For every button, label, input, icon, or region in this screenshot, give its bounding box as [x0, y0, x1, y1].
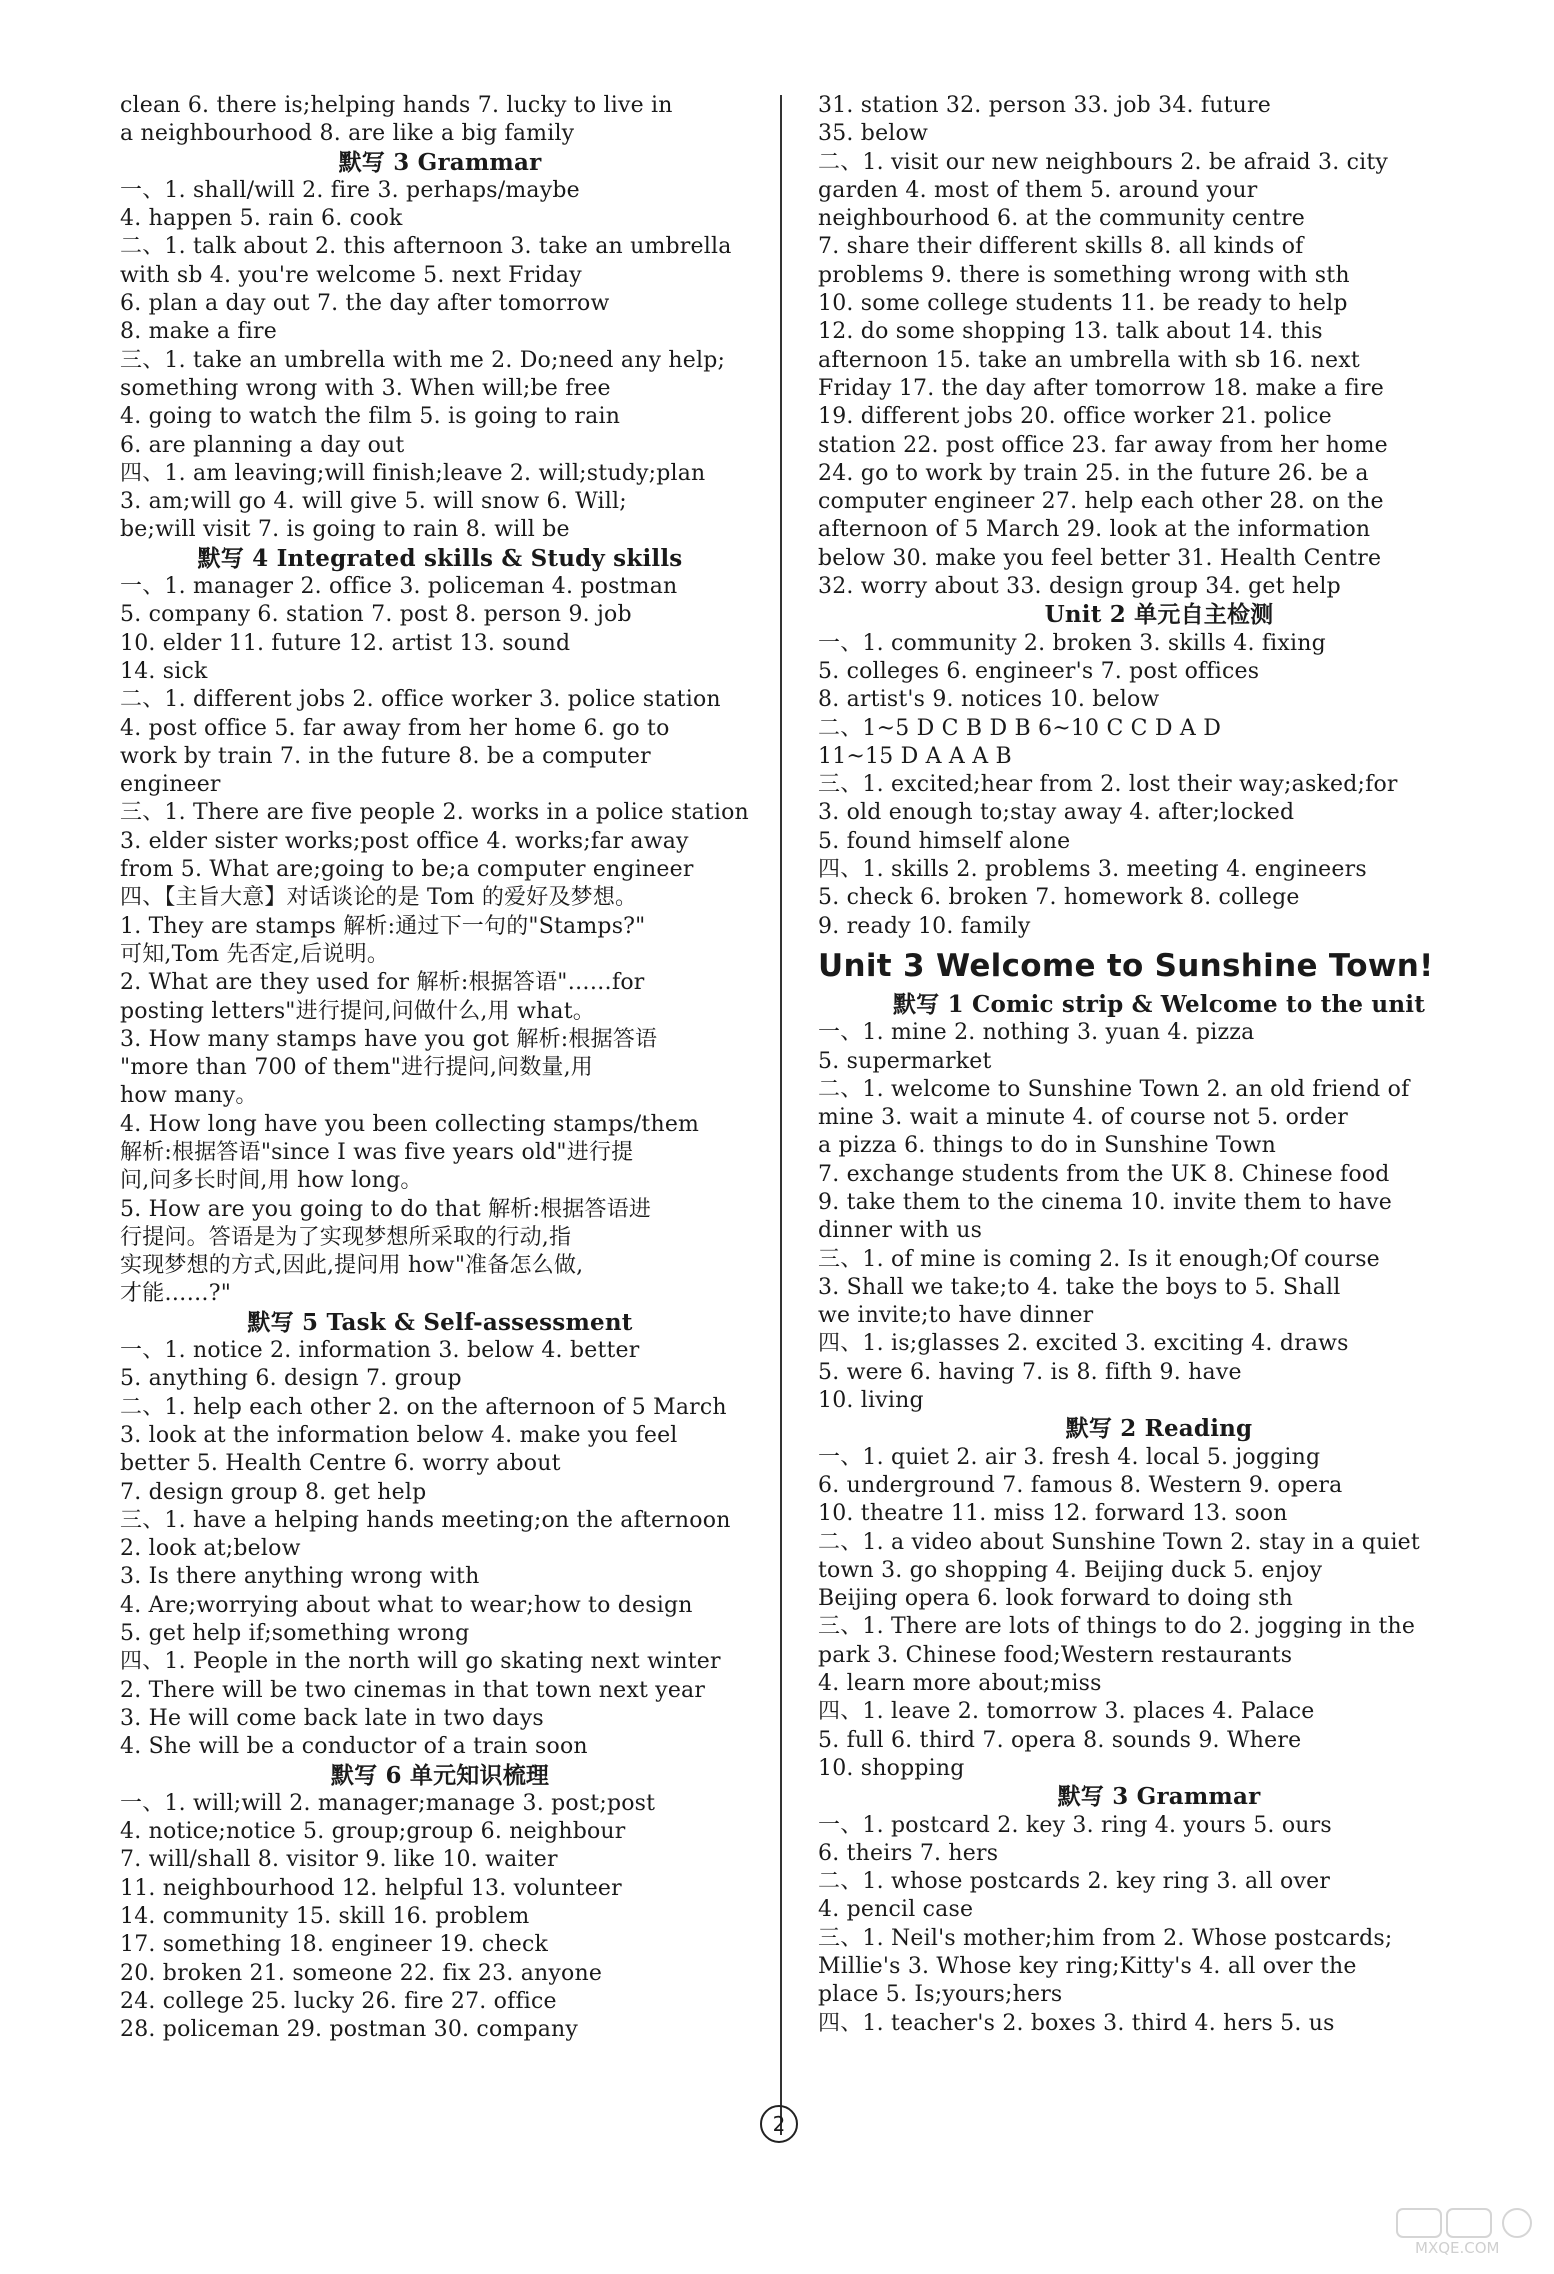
- answer-line: better 5. Health Centre 6. worry about: [120, 1451, 561, 1477]
- answer-line: 四、1. is;glasses 2. excited 3. exciting 4. draws: [818, 1331, 1349, 1357]
- answer-line: 二、1. whose postcards 2. key ring 3. all over: [818, 1869, 1331, 1895]
- answer-line: park 3. Chinese food;Western restaurants: [818, 1642, 1293, 1668]
- answer-line: 二、1. welcome to Sunshine Town 2. an old friend of: [818, 1076, 1410, 1102]
- answer-line: town 3. go shopping 4. Beijing duck 5. enjoy: [818, 1557, 1323, 1583]
- answer-line: 5. colleges 6. engineer's 7. post offices: [818, 658, 1260, 684]
- answer-line: Friday 17. the day after tomorrow 18. make a fire: [818, 375, 1384, 401]
- answer-line: 三、1. Neil's mother;him from 2. Whose postcards;: [818, 1925, 1393, 1951]
- answer-line: 4. happen 5. rain 6. cook: [120, 206, 403, 232]
- answer-line: 三、1. There are five people 2. works in a police station: [120, 800, 749, 826]
- answer-line: 14. sick: [120, 658, 208, 684]
- answer-line: 二、1. visit our new neighbours 2. be afraid 3. city: [818, 149, 1389, 175]
- answer-line: 10. shopping: [818, 1755, 965, 1781]
- answer-line: 二、1. help each other 2. on the afternoon of 5 March: [120, 1394, 727, 1420]
- answer-line: 10. some college students 11. be ready to help: [818, 291, 1348, 317]
- answer-line: 三、1. have a helping hands meeting;on the afternoon: [120, 1507, 731, 1533]
- unit-title: Unit 3 Welcome to Sunshine Town!: [818, 947, 1434, 984]
- section-heading: 默写 6 单元知识梳理: [330, 1761, 550, 1789]
- answer-line: mine 3. wait a minute 4. of course not 5. order: [818, 1105, 1349, 1131]
- answer-line: 解析:根据答语"since I was five years old"进行提: [120, 1139, 634, 1165]
- answer-line: garden 4. most of them 5. around your: [818, 177, 1258, 203]
- answer-line: 4. learn more about;miss: [818, 1671, 1102, 1697]
- answer-line: 四、1. leave 2. tomorrow 3. places 4. Palace: [818, 1699, 1315, 1725]
- answer-line: 三、1. There are lots of things to do 2. jogging in the: [818, 1614, 1416, 1640]
- answer-line: 一、1. shall/will 2. fire 3. perhaps/maybe: [120, 177, 580, 203]
- answer-line: 三、1. excited;hear from 2. lost their way;asked;for: [818, 772, 1398, 798]
- answer-line: clean 6. there is;helping hands 7. lucky to live in: [120, 93, 673, 118]
- answer-line: 4. notice;notice 5. group;group 6. neighbour: [120, 1819, 626, 1845]
- answer-line: 四、1. teacher's 2. boxes 3. third 4. hers 5. us: [818, 2010, 1335, 2036]
- answer-line: 6. underground 7. famous 8. Western 9. opera: [818, 1472, 1343, 1498]
- answer-line: 20. broken 21. someone 22. fix 23. anyone: [120, 1960, 603, 1986]
- answer-line: "more than 700 of them"进行提问,问数量,用: [120, 1055, 594, 1081]
- answer-line: 11~15 D A A A B: [818, 743, 1012, 769]
- answer-line: 9. ready 10. family: [818, 913, 1031, 939]
- answer-line: 8. make a fire: [120, 319, 277, 345]
- answer-line: 一、1. community 2. broken 3. skills 4. fixing: [818, 630, 1326, 656]
- answer-line: 5. How are you going to do that 解析:根据答语进: [120, 1196, 652, 1222]
- answer-line: 二、1. a video about Sunshine Town 2. stay in a quiet: [818, 1529, 1420, 1555]
- answer-line: 行提问。答语是为了实现梦想所采取的行动,指: [120, 1224, 572, 1250]
- answer-line: 7. will/shall 8. visitor 9. like 10. waiter: [120, 1847, 558, 1873]
- answer-line: below 30. make you feel better 31. Health Centre: [818, 545, 1382, 571]
- answer-line: 问,问多长时间,用 how long。: [120, 1168, 423, 1194]
- answer-line: 四、1. skills 2. problems 3. meeting 4. engineers: [818, 857, 1367, 883]
- answer-line: 6. theirs 7. hers: [818, 1840, 999, 1866]
- answer-line: Beijing opera 6. look forward to doing sth: [818, 1586, 1293, 1612]
- right-column: [818, 92, 1500, 2038]
- answer-line: problems 9. there is something wrong with sth: [818, 262, 1350, 288]
- answer-line: 可知,Tom 先否定,后说明。: [120, 941, 390, 967]
- answer-line: 11. neighbourhood 12. helpful 13. volunteer: [120, 1875, 622, 1901]
- answer-line: 3. Shall we take;to 4. take the boys to 5. Shall: [818, 1274, 1341, 1300]
- answer-line: 一、1. notice 2. information 3. below 4. better: [120, 1338, 640, 1364]
- answer-line: 才能……?": [120, 1281, 232, 1307]
- answer-line: 一、1. mine 2. nothing 3. yuan 4. pizza: [818, 1020, 1255, 1046]
- answer-line: 7. share their different skills 8. all kinds of: [818, 234, 1304, 260]
- answer-line: 4. How long have you been collecting stamps/them: [120, 1111, 700, 1137]
- answer-line: 3. look at the information below 4. make you feel: [120, 1422, 678, 1448]
- answer-line: 10. elder 11. future 12. artist 13. sound: [120, 630, 571, 656]
- answer-line: 3. elder sister works;post office 4. works;far away: [120, 828, 689, 854]
- answer-line: 二、1~5 D C B D B 6~10 C C D A D: [818, 715, 1222, 741]
- answer-line: 3. How many stamps have you got 解析:根据答语: [120, 1026, 658, 1052]
- watermark-site: MXQE.COM: [1415, 2239, 1500, 2257]
- answer-line: 四、1. People in the north will go skating next winter: [120, 1649, 721, 1675]
- answer-line: 5. company 6. station 7. post 8. person 9. job: [120, 602, 632, 628]
- answer-line: 9. take them to the cinema 10. invite them to have: [818, 1189, 1392, 1215]
- answer-line: 7. design group 8. get help: [120, 1479, 427, 1505]
- answer-line: 32. worry about 33. design group 34. get help: [818, 574, 1341, 600]
- answer-line: 7. exchange students from the UK 8. Chinese food: [818, 1161, 1390, 1187]
- answer-line: 3. Is there anything wrong with: [120, 1564, 480, 1590]
- answer-line: 10. theatre 11. miss 12. forward 13. soon: [818, 1501, 1288, 1527]
- answer-line: a neighbourhood 8. are like a big family: [120, 121, 575, 147]
- answer-line: 一、1. manager 2. office 3. policeman 4. postman: [120, 574, 678, 600]
- watermark-logo-icon: [1395, 2205, 1545, 2241]
- answer-line: 四、【主旨大意】对话谈论的是 Tom 的爱好及梦想。: [120, 885, 638, 911]
- section-heading: 默写 3 Grammar: [338, 148, 542, 176]
- answer-line: 2. What are they used for 解析:根据答语"……for: [120, 970, 645, 996]
- answer-line: posting letters"进行提问,问做什么,用 what。: [120, 998, 595, 1024]
- answer-line: place 5. Is;yours;hers: [818, 1982, 1063, 2008]
- answer-line: 5. supermarket: [818, 1048, 992, 1074]
- answer-line: 一、1. will;will 2. manager;manage 3. post;post: [120, 1790, 656, 1816]
- answer-line: 2. There will be two cinemas in that town next year: [120, 1677, 706, 1703]
- answer-line: 2. look at;below: [120, 1536, 301, 1562]
- answer-line: 实现梦想的方式,因此,提问用 how"准备怎么做,: [120, 1253, 584, 1279]
- answer-line: 4. She will be a conductor of a train soon: [120, 1734, 588, 1760]
- column-divider: [780, 95, 782, 2135]
- answer-line: 19. different jobs 20. office worker 21. police: [818, 404, 1332, 430]
- section-heading: Unit 2 单元自主检测: [1044, 601, 1274, 629]
- section-heading: 默写 2 Reading: [1065, 1415, 1253, 1443]
- answer-line: 4. pencil case: [818, 1897, 974, 1923]
- answer-line: 14. community 15. skill 16. problem: [120, 1904, 530, 1929]
- answer-line: 6. are planning a day out: [120, 432, 405, 458]
- answer-line: 4. post office 5. far away from her home 6. go to: [120, 715, 670, 741]
- answer-line: 5. were 6. having 7. is 8. fifth 9. have: [818, 1359, 1242, 1385]
- answer-line: 3. He will come back late in two days: [120, 1705, 544, 1731]
- answer-line: 5. check 6. broken 7. homework 8. college: [818, 885, 1300, 911]
- answer-line: 一、1. quiet 2. air 3. fresh 4. local 5. jogging: [818, 1444, 1321, 1470]
- answer-line: we invite;to have dinner: [818, 1303, 1094, 1329]
- answer-line: a pizza 6. things to do in Sunshine Town: [818, 1133, 1276, 1159]
- answer-line: neighbourhood 6. at the community centre: [818, 206, 1305, 232]
- answer-line: 二、1. talk about 2. this afternoon 3. take an umbrella: [120, 234, 732, 260]
- section-heading: 默写 3 Grammar: [1057, 1783, 1261, 1811]
- answer-line: 5. get help if;something wrong: [120, 1621, 470, 1647]
- answer-line: 5. anything 6. design 7. group: [120, 1366, 462, 1392]
- section-heading: 默写 4 Integrated skills & Study skills: [197, 544, 683, 572]
- answer-line: 12. do some shopping 13. talk about 14. this: [818, 319, 1323, 345]
- answer-line: 5. full 6. third 7. opera 8. sounds 9. Where: [818, 1727, 1302, 1753]
- watermark-logo: [1395, 2205, 1545, 2265]
- answer-line: 1. They are stamps 解析:通过下一句的"Stamps?": [120, 913, 646, 939]
- answer-line: how many。: [120, 1083, 258, 1109]
- answer-line: engineer: [120, 772, 221, 798]
- answer-line: work by train 7. in the future 8. be a computer: [120, 743, 651, 769]
- answer-line: station 22. post office 23. far away from her home: [818, 432, 1388, 458]
- answer-line: 35. below: [818, 121, 928, 147]
- answer-line: dinner with us: [818, 1218, 983, 1244]
- answer-line: 5. found himself alone: [818, 828, 1071, 854]
- answer-line: 24. go to work by train 25. in the future 26. be a: [818, 460, 1369, 486]
- answer-line: afternoon 15. take an umbrella with sb 16. next: [818, 347, 1360, 373]
- answer-line: 28. policeman 29. postman 30. company: [120, 2017, 579, 2043]
- section-heading: 默写 5 Task & Self-assessment: [247, 1308, 633, 1336]
- answer-line: with sb 4. you're welcome 5. next Friday: [120, 262, 582, 288]
- answer-line: 4. going to watch the film 5. is going to rain: [120, 404, 621, 430]
- answer-line: 8. artist's 9. notices 10. below: [818, 687, 1160, 713]
- answer-line: afternoon of 5 March 29. look at the information: [818, 517, 1371, 543]
- answer-line: 三、1. take an umbrella with me 2. Do;need any help;: [120, 347, 726, 373]
- answer-line: 31. station 32. person 33. job 34. future: [818, 93, 1271, 118]
- answer-line: from 5. What are;going to be;a computer engineer: [120, 857, 694, 883]
- answer-line: computer engineer 27. help each other 28. on the: [818, 489, 1384, 515]
- answer-line: 二、1. different jobs 2. office worker 3. police station: [120, 687, 721, 713]
- answer-line: Millie's 3. Whose key ring;Kitty's 4. all over the: [818, 1954, 1357, 1979]
- answer-line: 24. college 25. lucky 26. fire 27. office: [120, 1988, 557, 2014]
- section-heading: 默写 1 Comic strip & Welcome to the unit: [892, 990, 1426, 1018]
- answer-line: 一、1. postcard 2. key 3. ring 4. yours 5. ours: [818, 1812, 1332, 1838]
- page-number: 2: [760, 2105, 798, 2143]
- answer-line: 10. living: [818, 1388, 924, 1414]
- answer-line: 3. old enough to;stay away 4. after;locked: [818, 800, 1295, 826]
- answer-line: 三、1. of mine is coming 2. Is it enough;Of course: [818, 1246, 1380, 1272]
- answer-line: 3. am;will go 4. will give 5. will snow 6. Will;: [120, 489, 627, 515]
- answer-line: 17. something 18. engineer 19. check: [120, 1932, 549, 1958]
- answer-line: something wrong with 3. When will;be free: [120, 375, 611, 401]
- answer-line: 四、1. am leaving;will finish;leave 2. will;study;plan: [120, 460, 706, 486]
- answer-line: 4. Are;worrying about what to wear;how to design: [120, 1592, 693, 1618]
- answer-line: 6. plan a day out 7. the day after tomorrow: [120, 291, 610, 317]
- answer-line: be;will visit 7. is going to rain 8. will be: [120, 517, 570, 543]
- left-column: [120, 92, 760, 2044]
